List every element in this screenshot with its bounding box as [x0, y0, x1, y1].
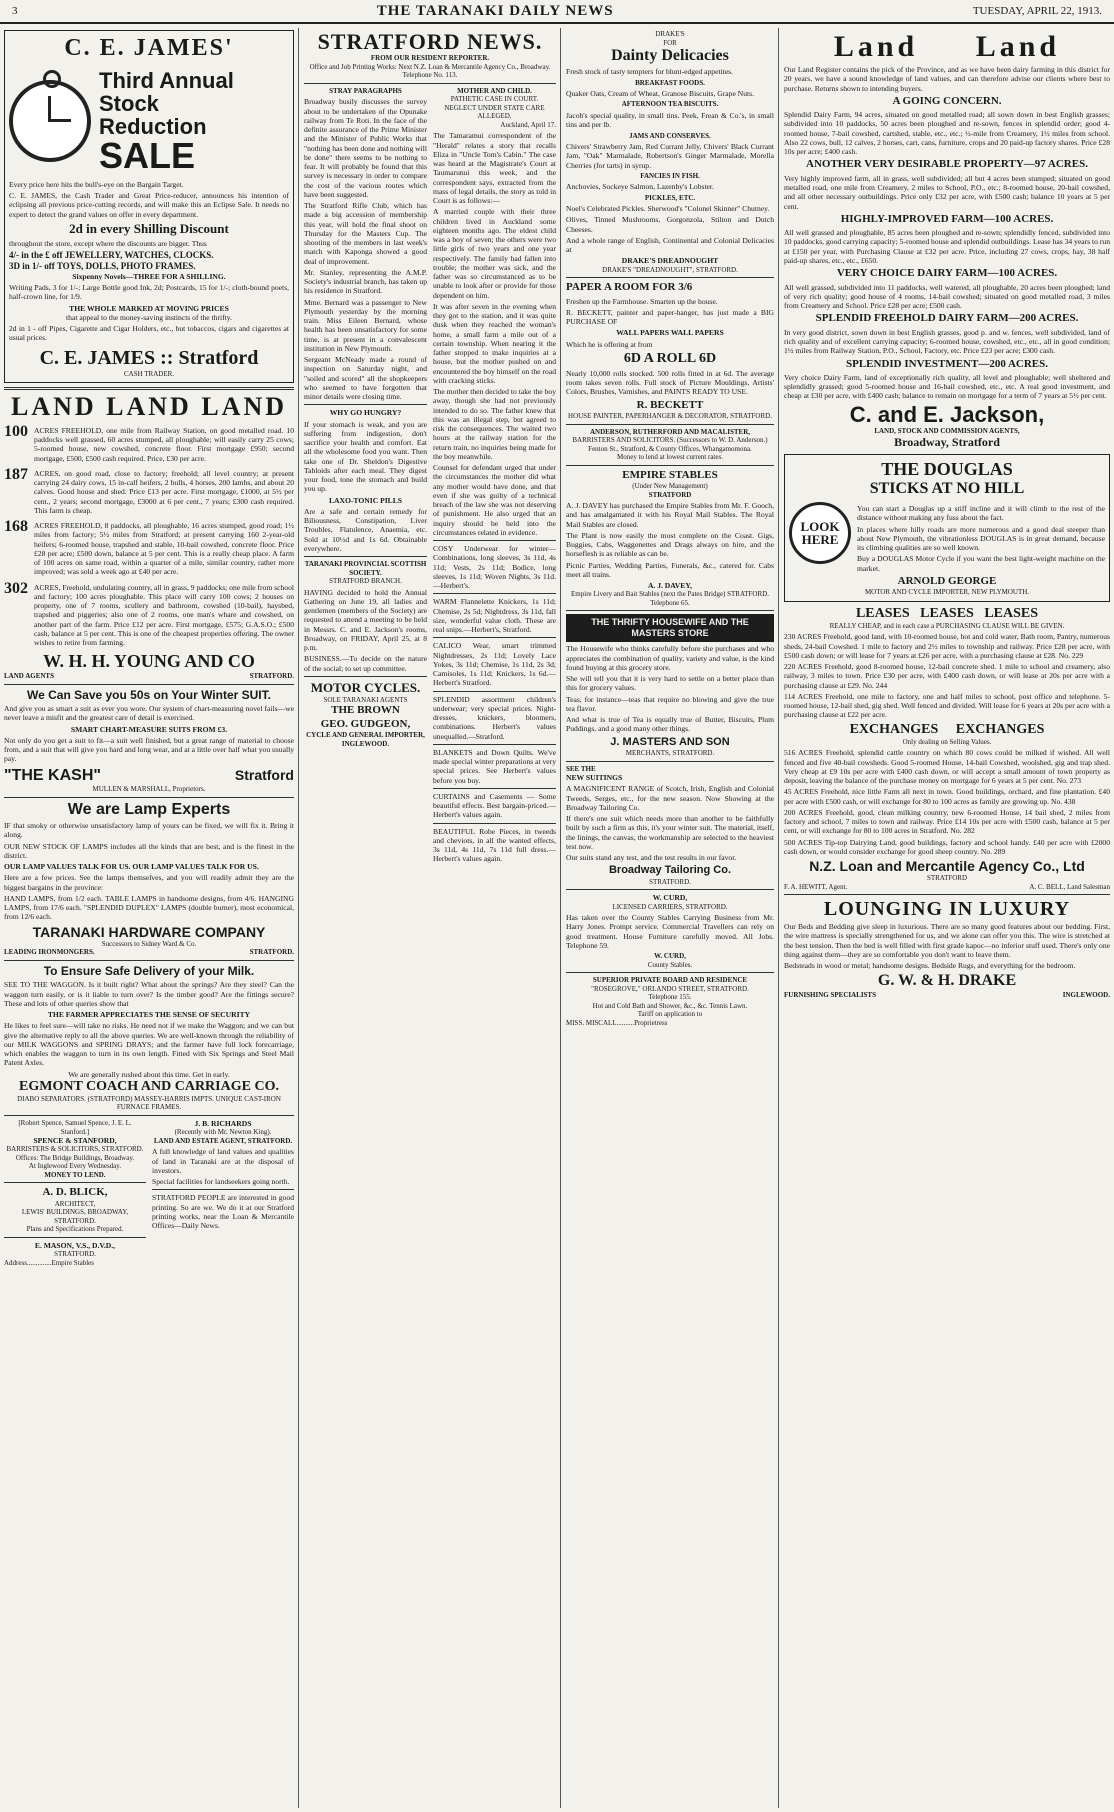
column-rule: [298, 28, 299, 1808]
richards-agent: LAND AND ESTATE AGENT, STRATFORD.: [153, 1136, 293, 1145]
thrifty-body-4: And what is true of Tea is equally true of Butter, Biscuits, Plum Puddings, and a good many other things.: [566, 715, 774, 734]
exchange-listing: 500 ACRES Tip-top Dairying Land, good buildings, factory and school handy. £40 per acre with £2000 cash down, or would consider exchange for good sheep country. No. 289: [784, 837, 1110, 856]
milk-agents: We are generally rushed about this time. Get in early.: [68, 1069, 230, 1079]
drake-sign: DRAKE'S DREADNOUGHT: [621, 256, 719, 266]
kash-town: Stratford: [234, 766, 294, 783]
james-line-3: Sixpenny Novels—THREE FOR A SHILLING.: [72, 271, 226, 281]
investment-body: Very choice Dairy Farm, land of exceptionally rich quality, all level and ploughable; well sheltered and splendidly grassed; good 5-roomed house and 16-bail cowshed, etc., etc. A real good investment, and cheap at £30 per acre, with £400 cash; balance to remain on mortgage for a term of 7 years at 5½ per cent.: [784, 372, 1110, 401]
look-here-badge: [789, 502, 851, 564]
mother-paragraph: A married couple with their three children lived in Auckland some eighteen months ago. The eldest child was a boy of seven; the others were two little girls of two years and one year respectively. The family had fallen into trouble; the mother was sick, and the father was so circumstanced as to be unable to look after or provide for those dependent on him.: [433, 207, 556, 300]
splendid-title: SPLENDID FREEHOLD DAIRY FARM—200 ACRES.: [815, 312, 1079, 325]
stratford-news-sub: FROM OUR RESIDENT REPORTER.: [370, 54, 490, 63]
roll-price: 6D A ROLL 6D: [623, 350, 717, 366]
stray-paragraph: Mme. Bernard was a passenger to New Plymouth yesterday by the morning train. Miss Eileen Bernard, whose health has been unsatisfactory for some time, is at present in a convalescent institution in New Plymouth.: [304, 297, 427, 353]
superior-tariff: Tariff on application to: [637, 1010, 703, 1019]
going-body: Splendid Dairy Farm, 94 acres, situated on good metalled road; all sown down in best English grasses; subdivided into 10 paddocks, 50 acres been ploughed and re-sown, fences in splendid order; good 4-roomed house, 7-bail cowshed, cartshed, stable, etc., etc.; ½-mile from Creamery, 1½ miles from school. Also 22 cows, bull, 12 calves, 2 horses, cart, cans, furniture, crops and 20 paid-up factory shares. Price £28 10s per acre; £400 cash.: [784, 110, 1110, 157]
suitings-see: SEE THE: [566, 764, 596, 773]
james-advert: [4, 30, 294, 383]
richards-sub: (Recently with Mr. Newton King).: [174, 1128, 272, 1137]
motor-brown: THE BROWN: [331, 704, 400, 717]
curd-name: W. CURD,: [654, 952, 686, 961]
hardware-footer-left: LEADING IRONMONGERS.: [4, 948, 95, 957]
why-hungry-title: WHY GO HUNGRY?: [329, 408, 402, 418]
lamps-talk: OUR LAMP VALUES TALK FOR US. OUR LAMP VALUES TALK FOR US.: [4, 862, 259, 872]
laxo-title: LAXO-TONIC PILLS: [328, 495, 403, 505]
egmont-company: EGMONT COACH AND CARRIAGE CO.: [19, 1078, 279, 1094]
drake-title: Dainty Delicacies: [611, 47, 729, 65]
issue-date: TUESDAY, APRIL 22, 1913.: [972, 5, 1102, 17]
drake-fish: FANCIES IN FISH.: [640, 171, 700, 180]
anderson-money: Money to lend at lowest current rates.: [617, 453, 723, 462]
gwh-drake: G. W. & H. DRAKE: [877, 972, 1017, 990]
page-number: 3: [12, 5, 18, 17]
milk-body: SEE TO THE WAGGON. Is it built right? What about the springs? Are they steel? Can the waggon turn easily, or is it liable to turn over? Is the timber good? Are the fittings secure? These and lots of other queries show that: [4, 980, 294, 1008]
james-headline-3: Reduction: [99, 113, 207, 139]
herbert-beautiful: BEAUTIFUL Robe Pieces, in tweeds and cheviots, in all the wanted effects, 3s 11d, 4s 11d, 7s 11d full dress.—Herbert's values again.: [433, 826, 556, 864]
curd-name-sub: County Stables.: [647, 960, 693, 969]
lease-listing: 220 ACRES Freehold, good 8-roomed house, 12-bail concrete shed. 1 mile to school and creamery, also railway, 3 miles to town. Price £30 per acre, with £400 cash down, or will lease at 20s per acre with a purchasing clause at £29. No. 244: [784, 662, 1110, 690]
exchange-listing: 200 ACRES Freehold, good, clean milking country, new 6-roomed House, 14 bail shed, 2 miles from factory and school, 7 miles to town and railway. Price £14 10s per acre with £500 cash, balance at 5 per cent, or will exchange for 80 to 100 acres in Stratford. No. 282: [784, 807, 1110, 836]
stratford-news-title: STRATFORD NEWS.: [317, 30, 543, 54]
curd-sub: LICENSED CARRIERS, STRATFORD.: [612, 902, 728, 911]
james-moving: THE WHOLE MARKED AT MOVING PRICES: [69, 303, 229, 313]
kash-headline: We Can Save you 50s on Your Winter SUIT.: [27, 687, 271, 702]
drake-body-2: Quaker Oats, Cream of Wheat, Granose Biscuits, Grape Nuts.: [566, 89, 754, 99]
thrifty-body: The Housewife who thinks carefully before she purchases and who appreciates the combination of quality, variety and value, is the kind found buying at this grocery store.: [566, 644, 774, 672]
land-land-title: Land Land: [833, 30, 1061, 63]
mother-paragraph: It was after seven in the evening when they got to the station, and it was quite dusk when they reached the woman's home, a small farm a mile out of a certain township. When nearing it the father stopped to make inquiries at a house, but the mother pushed on and encountered the boy himself on the road with cracking sticks.: [433, 301, 556, 385]
blick-title: A. D. BLICK,: [42, 1186, 108, 1199]
mason-town: STRATFORD.: [54, 1250, 96, 1259]
blick-sub: ARCHITECT,: [54, 1199, 96, 1208]
herbert-splendid: SPLENDID assortment children's underwear; very special prices. Night-dresses, knickers, bloomers, combinations. Herbert's values unequalled.—Stratford.: [433, 694, 556, 741]
superior-body-2: Hot and Cold Bath and Shower, &c., &c. Tennis Lawn.: [592, 1001, 748, 1010]
james-discount-note: throughout the store, except where the discounts are bigger. Thus: [9, 238, 207, 248]
masthead: [0, 0, 1114, 24]
young-agent-town: STRATFORD.: [249, 671, 294, 680]
motor-title: MOTOR CYCLES.: [310, 679, 421, 695]
douglas-body-2: In places where hilly roads are more numerous and a good deal steeper than about New Plymouth, the vibrationless DOUGLAS is in great demand, because its climbing qualities are so well known.: [857, 524, 1105, 553]
james-intro: Every price here hits the bull's-eye on the Bargain Target.: [9, 179, 184, 189]
pocket-watch-icon: [9, 80, 91, 162]
drake-body-3: Jacob's special quality, in small tins. Peek, Frean & Co.'s, in small tins and per lb.: [566, 111, 774, 130]
herbert-calico: CALICO Wear, smart trimmed Nightdresses, 2s 11d; Lovely Lace Yokes, 3s 11d; Chemise, 1s 11d, 2s 3d; Camisoles, 1s 11d; Knickers, 1s 6d.—Herbert's Stratford.: [433, 641, 556, 688]
drake-body-1: Fresh stock of tasty tempters for blunt-edged appetites.: [566, 67, 734, 77]
beckett-name: R. BECKETT: [636, 398, 704, 411]
james-sign-sub: CASH TRADER.: [123, 369, 175, 378]
beckett-body-3: Nearly 10,000 rolls stocked. 500 rolls fitted in at 6d. The average room takes seven rolls. Full stock of Picture Mouldings, Artists' Colors, Brushes, Varnishes, and PAINTS READY TO USE.: [566, 368, 774, 397]
james-discount: 2d in every Shilling Discount: [69, 220, 229, 236]
suitings-body-3: Our suits stand any test, and the test results in our favor.: [566, 853, 737, 863]
scottish-body: HAVING decided to hold the Annual Gathering on June 19, all ladies and gentlemen (members of the Society) are requested to attend a meeting to be held in Messrs. C. and E. Jackson's rooms, Broadway, on FRIDAY, April 25, at 8 p.m.: [304, 587, 427, 653]
empire-body: A. J. DAVEY has purchased the Empire Stables from Mr. F. Gooch, and has amalgamated it with his Royal Mail Stables. The Royal Mail Stables are closed.: [566, 501, 774, 529]
douglas-advert: [784, 454, 1110, 602]
mother-dateline: Auckland, April 17.: [500, 120, 556, 129]
james-pipes: 2d in 1 - off Pipes, Cigarette and Cigar Holders, etc., but tobaccos, cigars and cigarettes at usual prices.: [9, 324, 289, 343]
scottish-branch: STRATFORD BRANCH.: [329, 577, 402, 586]
newspaper-title: THE TARANAKI DAILY NEWS: [376, 2, 614, 19]
drake-for: FOR: [663, 38, 677, 47]
richards-body: A full knowledge of land values and qualities of land in Taranaki are at the disposal of investors.: [152, 1147, 294, 1175]
drake-body-5: Anchovies, Sockeye Salmon, Lazenby's Lobster.: [566, 182, 714, 192]
spence-inglewood: At Inglewood Every Wednesday.: [28, 1162, 122, 1171]
leases-title: LEASES LEASES LEASES: [855, 605, 1039, 621]
land-intro: Our Land Register contains the pick of the Province, and as we have been dairy farming in this district for 20 years, we have a sound knowledge of land values, and can therefore advise our clients where best to purchase. Returns shown to intending buyers.: [784, 65, 1110, 93]
choice-title: VERY CHOICE DAIRY FARM—100 ACRES.: [836, 267, 1058, 280]
motor-geo: GEO. GUDGEON,: [320, 717, 411, 730]
masters-sub: MERCHANTS, STRATFORD.: [625, 749, 715, 758]
kash-name: "THE KASH": [4, 766, 101, 784]
stratford-people: STRATFORD PEOPLE are interested in good printing. So are we. We do it at our Stratford printing works, near the Loan & Mercantile Offices—Daily News.: [152, 1193, 294, 1231]
drake-body-8: And a whole range of English, Continental and Colonial Delicacies at: [566, 235, 774, 255]
kash-proprietors: MULLEN & MARSHALL, Proprietors.: [92, 785, 206, 794]
highly-title: HIGHLY-IMPROVED FARM—100 ACRES.: [840, 212, 1054, 225]
drake-breakfast: BREAKFAST FOODS.: [635, 78, 705, 87]
here-word: HERE: [801, 532, 839, 548]
drake-pickles: PICKLES, ETC.: [644, 193, 696, 202]
mother-paragraph: Counsel for defendant urged that under the circumstances the mother did what any mother would have done, and that even if she was guilty of a technical breach of the law she was not deserving of punishment. He also urged that an inquiry should be held into the circumstances related in evidence.: [433, 463, 556, 537]
another-body: Very highly improved farm, all in grass, well subdivided; all but 4 acres been stumped; situated on good metalled road, one mile from Creamery, 2 miles to School, P.O., etc.; 8-roomed house, 20-bail cowshed, and all other necessary outbuildings. Price only £32 per acre, with £500 cash; balance 10 years at 5 per cent.: [784, 173, 1110, 211]
wallpapers: WALL PAPERS WALL PAPERS: [616, 328, 724, 338]
drake-body-7: Olives, Tinned Mushrooms, Gorgonzola, Stilton and Dutch Cheeses.: [566, 215, 774, 234]
jackson-town: Broadway, Stratford: [894, 435, 1000, 450]
empire-title: EMPIRE STABLES: [622, 468, 718, 481]
look-word: LOOK: [800, 519, 840, 535]
empire-sub: (Under New Management): [632, 482, 708, 491]
spence-offices: Offices: The Bridge Buildings, Broadway.: [15, 1153, 135, 1162]
milk-body-2: He likes to feel sure—will take no risks. He need not if we make the Waggon; and we can but give the alternative reply to all the above queries. We are well-known through the reliability of our MILK WAGGONS and SPRING DRAYS; and the farmer have full lock forecarriage, which enables the waggon to turn in its own length. Fitted with Six Springs and Steel Mail Patent Axles.: [4, 1021, 294, 1068]
james-body: C. E. JAMES, the Cash Trader and Great Price-reducer, announces his intention of eclipsing all previous price-cutting records, and will make this an Eclipse Sale. It needs no expert to detect the grand values on offer in every department.: [9, 191, 289, 219]
another-title: ANOTHER VERY DESIRABLE PROPERTY—97 ACRES.: [806, 158, 1088, 171]
mother-paragraph: The mother then decided to take the boy away, though she had not previously intended to do so. The father knew that this was an illegal step, but agreed to risk the consequences. The waited two hours at the railway station for the return train, no inquiries being made for the boy meanwhile.: [433, 387, 556, 461]
column-1: [0, 30, 298, 1806]
kash-body-2: Not only do you get a suit to fit—a suit well finished, but a great range of material to choose from, and a suit that will give you hard and long wear, and at a little over half what you usually pay.: [4, 735, 294, 764]
lamps-prices: HAND LAMPS, from 1/2 each. TABLE LAMPS in handsome designs, from 4/6. HANGING LAMPS, from 17/6 each. "SPLENDID DUPLEX" LAMPS (double burner), most economical, from 12/6 each.: [4, 893, 294, 922]
highly-body: All well grassed and ploughable, 85 acres been ploughed and re-sown; splendidly fenced, subdivided into 10 paddocks, good carrying capacity; 5-roomed house and splendid outbuildings. Lease has 34 years to run at £150 per year, with Purchasing Clause at £32 per acre. Price, including 27 cows, crops, hay, 38 half paid-up shares, etc., etc., £650.: [784, 228, 1110, 265]
exchanges-sub: Only dealing on Selling Values.: [902, 737, 992, 746]
mother-sub-2: NEGLECT UNDER STATE CARE ALLEGED.: [444, 103, 545, 121]
leases-sub: REALLY CHEAP, and in each case a PURCHASING CLAUSE WILL BE GIVEN.: [829, 621, 1065, 630]
arnold-name: ARNOLD GEORGE: [897, 574, 997, 587]
hardware-footer-right: STRATFORD.: [249, 948, 294, 957]
stray-paragraph: Broadway busily discusses the survey about to be undertaken of the Opunake railway from Te Roti. In the face of the definite assurance of the Prime Minister and the Minister of Public Works that "nothing has been done and nothing will be done" there seems to be nothing to fear. It will probably be found that this survey is necessary in order to compare the cost of the various routes which have been suggested.: [304, 97, 427, 199]
drake-top: DRAKE'S: [655, 30, 685, 38]
curd-body: Has taken over the County Stables Carrying Business from Mr. Harry Jones. Prompt service. Commercial Travellers can rely on good treatment. House Furniture carefully moved. All Jobs. Telephone 59.: [566, 913, 774, 950]
mother-title: MOTHER AND CHILD.: [457, 86, 532, 95]
curd-title: W. CURD,: [652, 893, 688, 903]
superior-body: "ROSEGROVE," ORLANDO STREET, STRATFORD.: [591, 984, 749, 993]
jackson-sub: LAND, STOCK AND COMMISSION AGENTS,: [874, 426, 1020, 435]
lounging-title: LOUNGING IN LUXURY: [823, 898, 1071, 921]
blick-address: LEWIS' BUILDINGS, BROADWAY, STRATFORD.: [21, 1208, 129, 1225]
lounging-body: Our Beds and Bedding give sleep in luxurious. There are so many good features about our bedding. First, the wire mattress is specially strengthened for us, and we alone can offer you this. The wire is stretched at the best tension. Then the bed is well filled with first grade kapoc—no inferior stuff used. There's only one thing against them—they are so comfortable you don't want to leave them.: [784, 922, 1110, 959]
nz-town: STRATFORD: [926, 874, 968, 883]
scottish-title: TARANAKI PROVINCIAL SCOTTISH SOCIETY.: [304, 560, 427, 577]
land-listing: 168 ACRES FREEHOLD, 8 paddocks, all ploughable, 16 acres stumped, good road; 1½ miles from factory; 5½ miles from Stratford; at present carrying 160 2-year-old heifers; 6-roomed house, trapshed and stable, 10-bail cowshed, concrete floor. Price £28 per acre; £500 down, balance at 5 per cent. This is a really cheap place. A farm of 100 acres on same road, within a quarter of a mile, similar country, rather more improved; was sold a week ago at £40 per acre.: [4, 518, 294, 577]
young-agent: W. H. H. YOUNG AND CO: [43, 651, 255, 672]
anderson-fenton: Fenton St., Stratford, & County Offices, Whangamomona.: [588, 444, 752, 453]
gwh-drake-footer-left: FURNISHING SPECIALISTS: [784, 990, 876, 999]
drake-sign-2: DRAKE'S "DREADNOUGHT", STRATFORD.: [602, 265, 738, 274]
jackson-name: C. and E. Jackson,: [849, 401, 1045, 427]
land-listing: 187 ACRES, on good road, close to factory; freehold; all level country; at present carrying 24 dairy cows, 15 in-calf heifers, 2 bulls, 4 horses, 200 lambs, and about 20 calves. Good house and shed. Price £13 per acre. First mortgage, £1000, at 5½ per cent., 2 years; second mortgage, £3000 at 6 per cent., 7 years; £300 cash required. This farm is cheap.: [4, 465, 294, 515]
james-moving-note: that appeal to the money-saving instincts of the thrifty.: [66, 312, 232, 322]
arnold-sub: MOTOR AND CYCLE IMPORTER, NEW PLYMOUTH.: [864, 588, 1030, 597]
beckett-body: R. BECKETT, painter and paper-hanger, has just made a BIG PURCHASE OF: [566, 307, 774, 327]
superior-title: SUPERIOR PRIVATE BOARD AND RESIDENCE: [592, 976, 748, 985]
exchanges-title: EXCHANGES EXCHANGES: [849, 721, 1045, 737]
paper-headline: PAPER A ROOM FOR 3/6: [566, 281, 693, 294]
thrifty-headline: THE THRIFTY HOUSEWIFE AND THE MASTERS STORE: [566, 614, 774, 642]
mother-sub: PATHETIC CASE IN COURT.: [450, 95, 539, 104]
james-name: C. E. JAMES': [64, 35, 234, 61]
james-line-4: Writing Pads, 3 for 1/-; Large Bottle good Ink, 2d; Postcards, 15 for 1/-; cloth-bound poets, half-crown line, for 1/9.: [9, 283, 289, 302]
lounging-body-2: Bedsteads in wood or metal; handsome designs. Bedside Rugs, and everything for the bedroom.: [784, 961, 1076, 971]
scottish-business: BUSINESS.—To decide on the nature of the social; to set up committee.: [304, 654, 427, 673]
drake-afternoon: AFTERNOON TEA BISCUITS.: [621, 100, 719, 109]
suitings-body: A MAGNIFICENT RANGE of Scotch, Irish, English and Colonial Tweeds, Serges, etc., for the new season. Now Showing at the Broadway Tailoring Co.: [566, 784, 774, 812]
davey-sub: Empire Livery and Bait Stables (next the Pates Bridge) STRATFORD. Telephone 65.: [571, 590, 769, 607]
choice-body: All well grassed, subdivided into 11 paddocks, well watered, all ploughable, 20 acres been ploughed; land of very rich quality; good house of 4 rooms, 14-bail cowshed; situated on good metalled road, 3 miles from Creamery and School. Price £28 per acre; £500 cash.: [784, 282, 1110, 311]
lamps-stock: OUR NEW STOCK OF LAMPS includes all the kinds that are best, and is the finest in the district.: [4, 841, 294, 860]
column-rule: [778, 28, 779, 1808]
herbert-cosy: COSY Underwear for winter—Combinations, long sleeves, 3s 11d, 4s 11d; Vests, 2s 11d; Bodice, long sleeves, 1s 11d; Woven Nights, 3s 11d.—Herbert's.: [433, 544, 556, 591]
land-listing: 100 ACRES FREEHOLD, one mile from Railway Station, on good metalled road. 10 paddocks well grassed, 60 acres stumped, all ploughable; will easily carry 25 cows; 5-roomed house, new cowshed, concrete floor. First mortgage £950; second mortgage, £500, £500 cash required. Price, £30 per acre.: [4, 422, 294, 463]
lease-listing: 114 ACRES Freehold, one mile to factory, one and half miles to school, post office and telephone. 5-roomed house, 12-bail shed, gig shed. Well fenced and divided. Will lease for 6 years at 20s per acre with a purchasing clause at £22 per acre.: [784, 691, 1110, 720]
exchange-listing: 516 ACRES Freehold, splendid cattle country on which 80 cows could be milked if wished. All well fenced and five 40-bail cowsheds. Good 5-roomed House, 14-bail Cowshed, woolshed, gig and trap shed. Very cheap at £9 10s per acre with £400 cash down, or will accept a small amount of town property as deposit, leaving the balance of the purchase money on mortgage for 6 years at 5 per cent. No. 273: [784, 748, 1110, 786]
nz-sales: A. C. BELL, Land Salesman: [1029, 882, 1110, 891]
broadway-tailoring: Broadway Tailoring Co.: [608, 864, 732, 877]
motor-geo-sub: CYCLE AND GENERAL IMPORTER, INGLEWOOD.: [306, 731, 425, 748]
douglas-body-3: Buy a DOUGLAS Motor Cycle if you want the best light-weight machine on the market.: [857, 554, 1105, 573]
column-3: [562, 30, 778, 1806]
paper-sub: Freshen up the Farmhouse. Smarten up the house.: [566, 296, 718, 306]
drake-body-6: Noel's Celebrated Pickles. Sherwood's "Colonel Skinner" Chutney.: [566, 204, 770, 214]
hardware-company: TARANAKI HARDWARE COMPANY: [32, 923, 266, 940]
stray-paragraph: Mr. Stanley, representing the A.M.P. Society's industrial branch, has taken up his residence in Stratford.: [304, 267, 427, 296]
thrifty-body-2: She will tell you that it is very hard to settle on a better place than this for grocery values.: [566, 674, 774, 693]
broadway-town: STRATFORD.: [649, 877, 691, 886]
nz-agent: F. A. HEWITT, Agent.: [784, 882, 848, 891]
milk-farmer: THE FARMER APPRECIATES THE SENSE OF SECURITY: [47, 1010, 251, 1020]
milk-headline: To Ensure Safe Delivery of your Milk.: [43, 963, 255, 978]
davey-name: A. J. DAVEY,: [647, 581, 693, 591]
lamps-headline: We are Lamp Experts: [67, 800, 231, 818]
column-rule: [560, 28, 561, 1808]
james-sign: C. E. JAMES :: Stratford: [39, 346, 259, 369]
column-2: [300, 30, 560, 1806]
stratford-news-office: Office and Job Printing Works: Next N.Z. Loan & Mercantile Agency Co., Broadway.: [309, 62, 551, 71]
why-hungry-body: If your stomach is weak, and you are suffering from indigestion, don't sacrifice your health and comfort. Eat all the wholesome food you want. Then take one of Dr. Sheldon's Digestive Tabloids after each meal. They digest your food, tone the stomach and build you up.: [304, 419, 427, 494]
empire-body-3: Picnic Parties, Wedding Parties, Funerals, &c., catered for. Cabs meet all trains.: [566, 560, 774, 579]
spence-sub: BARRISTERS & SOLICITORS, STRATFORD.: [6, 1145, 144, 1154]
kash-smart: SMART CHART-MEASURE SUITS FROM £3.: [70, 724, 228, 734]
lease-listing: 230 ACRES Freehold, good land, with 10-roomed house, hot and cold water, Bath room, Pantry, numerous sheds, 24-bail Cowshed. 1 mile to factory and 2½ miles to township and railway. Price £28 per acre, with £500 cash down; or will lease for 7 years at £26 per acre, with a purchasing clause at £28. No. 229: [784, 632, 1110, 660]
drake-body-4: Chivers' Strawberry Jam, Red Currant Jelly, Chivers' Black Currant Jam, "Oak" Marmalade, Robertson's Ginger Marmalade, Morella Cherries (for tarts) in syrup.: [566, 142, 774, 170]
splendid-body: In very good district, sown down in best English grasses, good p. and w. fences, well subdivided, land of rich quality and of excellent carrying capacity; 6-roomed house, cowshed, etc., etc., all in good condition; 1½ miles from Railway Station, P.O., School, Factory, etc. Price £23 per acre; £300 cash.: [784, 327, 1110, 356]
gwh-drake-footer-right: INGLEWOOD.: [1062, 990, 1110, 999]
stray-paragraph: The Stratford Rifle Club, which has made a big accession of membership this year, will hold the final shoot on Thursday for the Masters Cup. The shooting of the members in last week's match with Kaponga showed a good deal of improvement.: [304, 201, 427, 266]
stray-paragraph: Sergeant McNeady made a round of inspection on Saturday night, and "soiled and scored" all the shopkeepers who seemed to have forgotten that minor details were closing time.: [304, 355, 427, 402]
stratford-news-tel: Telephone No. 113.: [402, 71, 458, 80]
douglas-title: THE DOUGLAS: [881, 459, 1013, 480]
herbert-curtains: CURTAINS and Casements — Some beautiful effects. Best bargain-priced.—Herbert's values again.: [433, 791, 556, 820]
richards-special: Special facilities for landseekers going north.: [152, 1177, 290, 1187]
egmont-footer: DIABO SEPARATORS. (STRATFORD) MASSEY-HARRIS IMPTS. UNIQUE CAST-IRON FURNACE FRAMES.: [17, 1094, 281, 1112]
douglas-title-2: STICKS AT NO HILL: [869, 479, 1025, 497]
hardware-successors: Successors to Sidney Ward & Co.: [101, 939, 197, 948]
going-title: A GOING CONCERN.: [892, 94, 1002, 107]
thrifty-body-3: Teas, for instance—teas that require no blowing and give the true tea flavor.: [566, 694, 774, 713]
empire-town: STRATFORD: [648, 490, 692, 499]
spence-names: [Robert Spence, Samuel Spence, J. E. L. Stanford.]: [18, 1119, 132, 1136]
kash-body: And give you as smart a suit as ever you wore. Our system of chart-measuring novel fails—we never leave a misfit and the greatest care of detail is exercised.: [4, 704, 294, 723]
investment-title: SPLENDID INVESTMENT—200 ACRES.: [845, 357, 1048, 370]
young-agent-sub: LAND AGENTS: [4, 671, 54, 680]
mother-paragraph: The Tamaramui correspondent of the "Herald" relates a story that recalls Eliza in "Uncle Tom's Cabin." The case was heard at the Magistrate's Court at Taumarunui this week, and the correspondent says, extracted from the mass of legal details, the story as told in Court is as follows:—: [433, 131, 556, 206]
drake-jams: JAMS AND CONSERVES.: [629, 131, 711, 140]
nz-loan: N.Z. Loan and Mercantile Agency Co., Ltd: [809, 858, 1085, 875]
empire-body-2: The Plant is now easily the most complete on the Coast. Gigs, Buggies, Cabs, Waggonettes and Drags always on hire, and the horseflesh is as reliable as can be.: [566, 530, 774, 559]
mason-address: Address..............Empire Stables: [4, 1258, 95, 1267]
beckett-sub: HOUSE PAINTER, PAPERHANGER & DECORATOR, STRATFORD.: [568, 412, 772, 421]
herbert-warm: WARM Flannelette Knickers, 1s 11d; Chemise, 2s 5d; Nightdress, 3s 11d, fall size, wonderful value cloth. These are real snips.—Herbert's, Stratford.: [433, 597, 556, 635]
motor-sub: SOLE TARANAKI AGENTS: [323, 695, 408, 704]
james-headline-1: Third Annual: [99, 67, 234, 93]
suitings-body-2: If there's one suit which needs more than another to be faithfully built by such a firm as this, it's your winter suit. The material, itself, the linings, the canvas, the workmanship are selected to the heaviest test now.: [566, 814, 774, 851]
superior-footer: MISS. MISCALL..........Proprietress: [566, 1018, 668, 1027]
lamps-body: IF that smoky or otherwise unsatisfactory lamp of yours can be fixed, we will fix it. Bring it along.: [4, 821, 294, 840]
james-headline-4: SALE: [99, 134, 196, 176]
douglas-body: You can start a Douglas up a stiff incline and it will climb to the rest of the distance without making any fuss about the fact.: [857, 504, 1105, 523]
land-title: LAND LAND LAND: [10, 392, 287, 422]
richards-title: J. B. RICHARDS: [194, 1119, 252, 1129]
beckett-body-2: Which he is offering at from: [566, 339, 653, 349]
spence-money: MONEY TO LEND.: [44, 1170, 106, 1179]
anderson-title: ANDERSON, RUTHERFORD AND MACALISTER,: [589, 427, 751, 436]
james-line-1: 4/- in the £ off JEWELLERY, WATCHES, CLOCKS.: [9, 249, 214, 260]
stray-title: STRAY PARAGRAPHS: [329, 86, 402, 95]
spence-title: SPENCE & STANFORD,: [33, 1136, 117, 1146]
anderson-sub: BARRISTERS AND SOLICITORS. (Successors to W. D. Anderson.): [572, 436, 768, 445]
lamps-body-2: Here are a few prices. See the lamps themselves, and you will readily admit they are the biggest bargains in the province:: [4, 873, 294, 892]
james-headline-2: Stock: [99, 90, 159, 116]
superior-tel: Telephone 155.: [648, 993, 692, 1002]
laxo-body: Are a safe and certain remedy for Biliousness, Constipation, Liver Troubles, Flatulence, Anaemia, etc. Sold at 10½d and 1s 6d. Obtainable everywhere.: [304, 506, 427, 553]
mason-title: E. MASON, V.S., D.V.D.,: [34, 1240, 116, 1250]
land-listing: 302 ACRES, Freehold, undulating country, all in grass, 9 paddocks; one mile from school and factory; 100 acres ploughable. This place will carry 100 cows; 2 houses on property, one of 7 rooms, scullery and bathroom, cowshed (10-bail), haysbed, trapshed and piggeries; also one of 2 rooms, one man's whare and cowshed, on another part of the farm. Price £12 per acre. First mortgage, £575; G.A.S.O.; £500 cash, balance at 5 per cent. This is one of the cheapest properties offering. The owner wishes to retire from farming.: [4, 579, 294, 648]
column-4: [780, 30, 1114, 1806]
suitings-title: NEW SUITINGS: [566, 773, 623, 783]
exchange-listing: 45 ACRES Freehold, nice little Farm all next in town. Good buildings, orchard, and fine plantation. £40 per acre with £500 cash, or will exchange for 80 to 100 acres as family are growing up. No. 438: [784, 787, 1110, 806]
masters-name: J. MASTERS AND SON: [610, 735, 730, 748]
james-line-2: 3D in 1/- off TOYS, DOLLS, PHOTO FRAMES.: [9, 260, 196, 271]
herbert-blankets: BLANKETS and Down Quilts. We've made special winter preparations at very special prices. See Herbert's values before you buy.: [433, 747, 556, 785]
blick-plans: Plans and Specifications Prepared.: [26, 1225, 124, 1234]
